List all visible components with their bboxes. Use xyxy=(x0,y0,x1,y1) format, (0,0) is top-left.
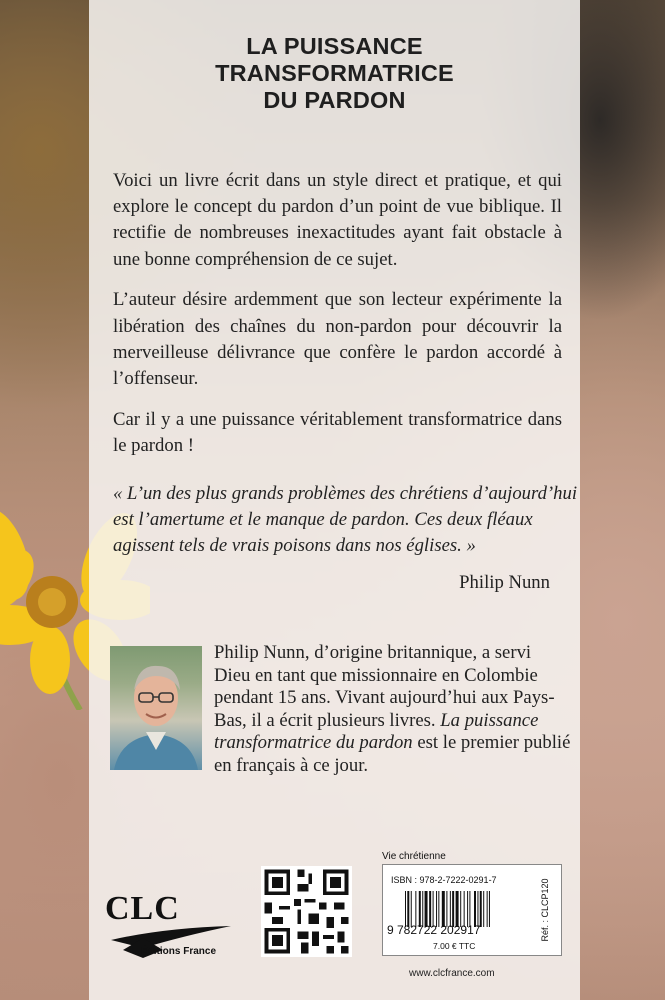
title-line: DU PARDON xyxy=(263,87,406,113)
bio-line: Dieu en tant que missionnaire en Colombie xyxy=(214,664,538,686)
bio-line xyxy=(214,710,562,733)
qr-code-icon xyxy=(261,866,352,957)
bio-line xyxy=(214,732,571,755)
book-title xyxy=(89,33,580,114)
description xyxy=(113,168,562,474)
author-photo xyxy=(110,646,202,770)
price: 7.00 € TTC xyxy=(433,941,476,951)
reference-code xyxy=(535,867,555,953)
bio-line: en français à ce jour. xyxy=(214,754,369,776)
website: www.clcfrance.com xyxy=(409,968,495,979)
category-label: Vie chrétienne xyxy=(382,851,446,862)
quote-line: « L’un des plus grands problèmes des chrétiens d’aujourd’hui xyxy=(113,483,578,504)
title-line: LA PUISSANCE xyxy=(246,33,423,59)
quote xyxy=(113,481,578,560)
publisher-logo-text: CLC xyxy=(105,890,180,927)
barcode-number: 9 782722 202917 xyxy=(387,923,481,937)
title-line: TRANSFORMATRICE xyxy=(215,60,454,86)
barcode-icon xyxy=(403,891,533,927)
reference-text: Réf. : CLCP120 xyxy=(540,878,550,942)
book-title-italic: transformatrice du pardon xyxy=(214,732,413,754)
quote-author: Philip Nunn xyxy=(459,572,550,593)
isbn: ISBN : 978-2-7222-0291-7 xyxy=(391,875,497,885)
text-panel xyxy=(89,0,580,1000)
bio-text: est le premier publié xyxy=(412,732,571,754)
barcode-box xyxy=(382,864,562,956)
publisher-name: Éditions France xyxy=(141,946,217,957)
bio-line: pendant 15 ans. Vivant aujourd’hui aux Pays- xyxy=(214,687,555,709)
paragraph: L’auteur désire ardemment que son lecteur expérimente la libération des chaînes du non-pardon pour découvrir la merveilleuse délivrance que confère le pardon accordé à l’offenseur. xyxy=(113,289,562,389)
bio-text: Bas, il a écrit plusieurs livres. xyxy=(214,709,436,731)
paragraph: Voici un livre écrit dans un style direct et pratique, et qui explore le concept du pardon d’un point de vue biblique. Il rectifie de nombreuses inexactitudes ayant fait obstacle à une bonne compréhension de ce sujet. xyxy=(113,170,562,270)
bio-line: Philip Nunn, d’origine britannique, a servi xyxy=(214,642,532,663)
book-title-italic: La puissance xyxy=(440,709,539,731)
author-bio xyxy=(214,642,571,778)
quote-line: agissent tels de vrais poisons dans nos églises. » xyxy=(113,535,476,557)
quote-line: est l’amertume et le manque de pardon. Ces deux fléaux xyxy=(113,509,533,531)
paragraph: Car il y a une puissance véritablement transformatrice dans le pardon ! xyxy=(113,408,562,456)
